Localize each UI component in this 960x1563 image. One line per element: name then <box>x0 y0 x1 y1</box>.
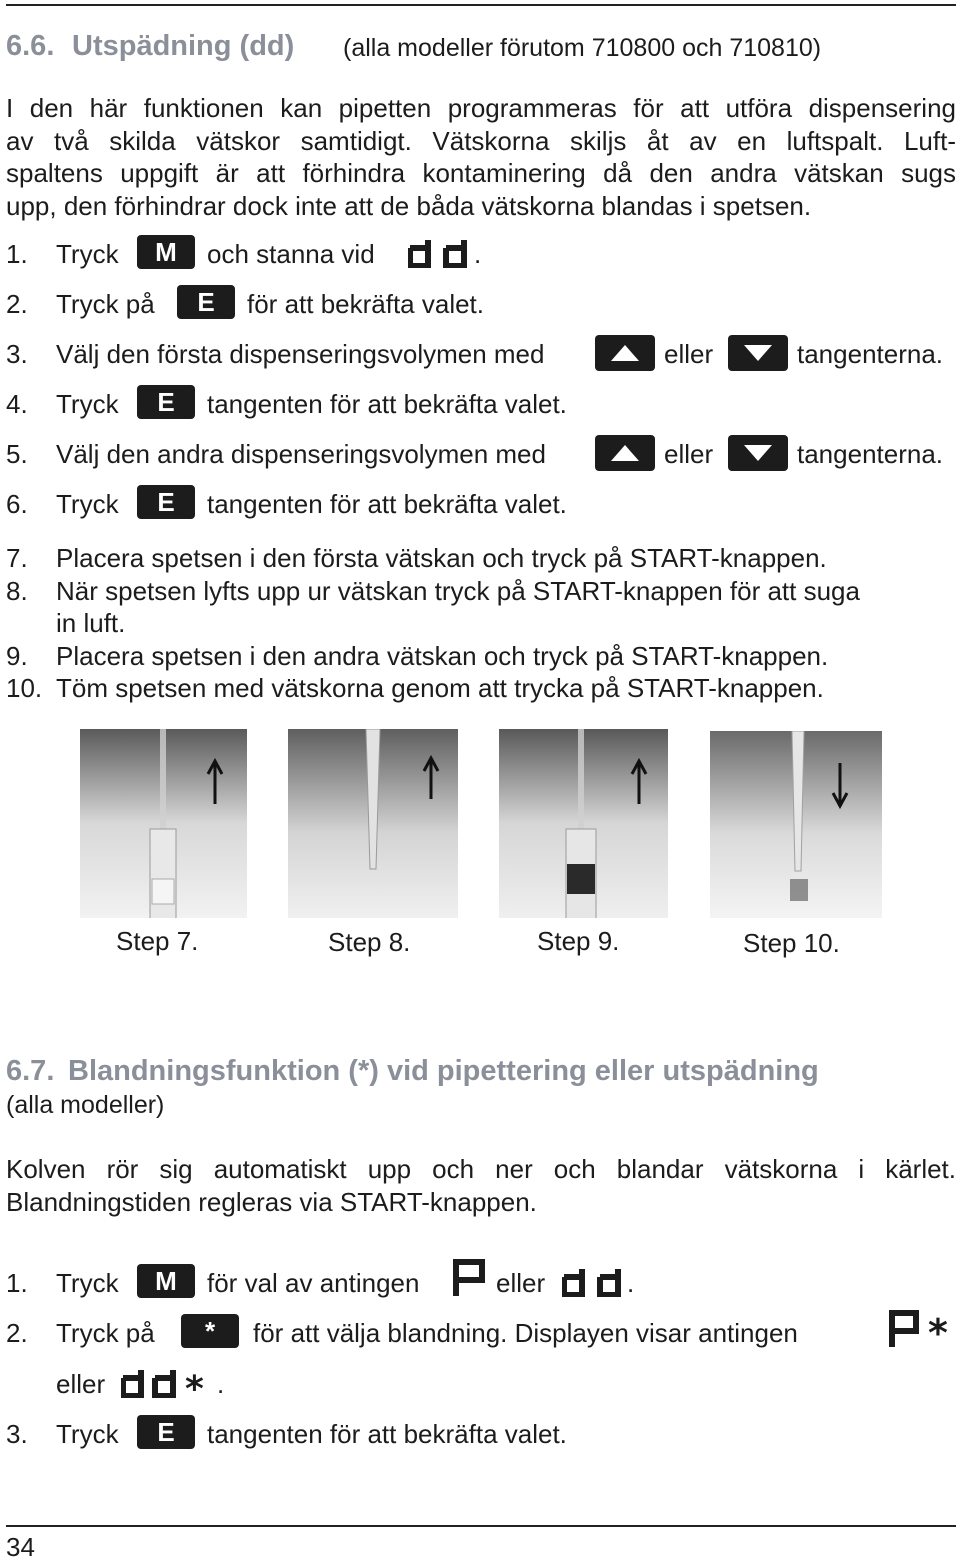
footer-rule <box>6 1525 956 1527</box>
step-text: Placera spetsen i den första vätskan och tryck på START-knappen. <box>56 543 827 573</box>
top-rule <box>6 4 956 6</box>
intro-paragraph <box>6 1153 956 1218</box>
step-number: 1. <box>6 1268 28 1298</box>
step-text: Tryck <box>56 389 119 419</box>
down-key-icon <box>728 435 788 471</box>
m-key-icon: M <box>137 1264 195 1298</box>
svg-text:*: * <box>185 1369 204 1398</box>
intro-line: av två skilda vätskor samtidigt. Vätskorna skiljs åt av en luftspalt. Luft- <box>6 125 956 156</box>
step-text: Tryck på <box>56 289 155 319</box>
step-number: 1. <box>6 239 28 269</box>
step-text: . <box>474 239 482 269</box>
step-number: 9. <box>6 641 28 671</box>
step-text: eller <box>664 339 714 369</box>
step-text: tangenterna. <box>797 439 944 469</box>
intro-line: spaltens uppgift är att förhindra kontaminering då den andra vätskan sugs <box>6 158 956 188</box>
e-key-icon: E <box>137 1415 195 1449</box>
step-text: Tryck <box>56 1419 119 1449</box>
step-number: 5. <box>6 439 28 469</box>
intro-line: Blandningstiden regleras via START-knappen. <box>6 1186 537 1217</box>
page-number: 34 <box>6 1532 35 1562</box>
step-number: 8. <box>6 576 28 606</box>
step-text: eller <box>56 1369 106 1399</box>
dd-display-icon <box>562 1265 628 1297</box>
step-number: 10. <box>6 673 43 703</box>
e-key-icon: E <box>137 485 195 519</box>
step-text: Tryck <box>56 1268 119 1298</box>
step-number: 2. <box>6 1318 28 1348</box>
section-number: 6.7. <box>6 1055 55 1087</box>
down-key-icon <box>728 335 788 371</box>
step-number: 4. <box>6 389 28 419</box>
photo-caption: Step 8. <box>328 927 411 957</box>
p-star-display-icon <box>888 1309 956 1349</box>
step-text: och stanna vid <box>207 239 375 269</box>
photo-caption: Step 10. <box>743 928 840 958</box>
section-subtitle: (alla modeller förutom 710800 och 710810) <box>343 34 822 62</box>
step-9-photo <box>499 729 668 918</box>
step-number: 3. <box>6 1419 28 1449</box>
step-text: . <box>217 1369 225 1399</box>
step-text: Tryck <box>56 489 119 519</box>
step-text: Placera spetsen i den andra vätskan och tryck på START-knappen. <box>56 641 829 671</box>
section-subtitle: (alla modeller) <box>6 1091 165 1119</box>
step-text: för att bekräfta valet. <box>247 289 485 319</box>
step-text: eller <box>496 1268 546 1298</box>
dd-star-display-icon <box>121 1366 217 1398</box>
m-key-icon: M <box>137 235 195 269</box>
step-text: Tryck på <box>56 1318 155 1348</box>
step-text: eller <box>664 439 714 469</box>
section-title: Blandningsfunktion (*) vid pipettering eller utspädning <box>68 1055 819 1087</box>
step-text: för val av antingen <box>207 1268 420 1298</box>
step-text: tangenten för att bekräfta valet. <box>207 1419 567 1449</box>
e-key-icon: E <box>137 385 195 419</box>
up-key-icon <box>595 435 655 471</box>
step-text: När spetsen lyfts upp ur vätskan tryck på START-knappen för att suga <box>56 576 860 606</box>
step-text: Töm spetsen med vätskorna genom att trycka på START-knappen. <box>56 673 824 703</box>
p-display-icon <box>452 1258 486 1298</box>
section-number: 6.6. <box>6 30 55 62</box>
step-text: tangenten för att bekräfta valet. <box>207 489 567 519</box>
step-8-photo <box>288 729 458 918</box>
step-text: tangenterna. <box>797 339 944 369</box>
intro-line: Kolven rör sig automatiskt upp och ner och blandar vätskorna i kärlet. <box>6 1154 956 1184</box>
intro-line: I den här funktionen kan pipetten programmeras för att utföra dispensering <box>6 93 956 123</box>
step-10-photo <box>710 731 882 918</box>
star-key-icon: * <box>181 1314 239 1348</box>
step-number: 6. <box>6 489 28 519</box>
step-text: in luft. <box>56 608 126 638</box>
step-number: 3. <box>6 339 28 369</box>
section-title: Utspädning (dd) <box>72 30 295 62</box>
svg-text:*: * <box>928 1311 948 1349</box>
step-text: för att välja blandning. Displayen visar antingen <box>253 1318 798 1348</box>
step-text: Välj den andra dispenseringsvolymen med <box>56 439 546 469</box>
step-number: 2. <box>6 289 28 319</box>
e-key-icon: E <box>177 285 235 319</box>
step-text: . <box>627 1268 635 1298</box>
dd-display-icon <box>408 236 474 268</box>
step-number: 7. <box>6 543 28 573</box>
step-text: Välj den första dispenseringsvolymen med <box>56 339 545 369</box>
intro-line: upp, den förhindrar dock inte att de båda vätskorna blandas i spetsen. <box>6 190 812 221</box>
intro-paragraph <box>6 92 956 222</box>
step-7-photo <box>80 729 247 918</box>
step-text: Tryck <box>56 239 119 269</box>
up-key-icon <box>595 335 655 371</box>
photo-caption: Step 9. <box>537 926 620 956</box>
photo-caption: Step 7. <box>116 926 199 956</box>
step-text: tangenten för att bekräfta valet. <box>207 389 567 419</box>
